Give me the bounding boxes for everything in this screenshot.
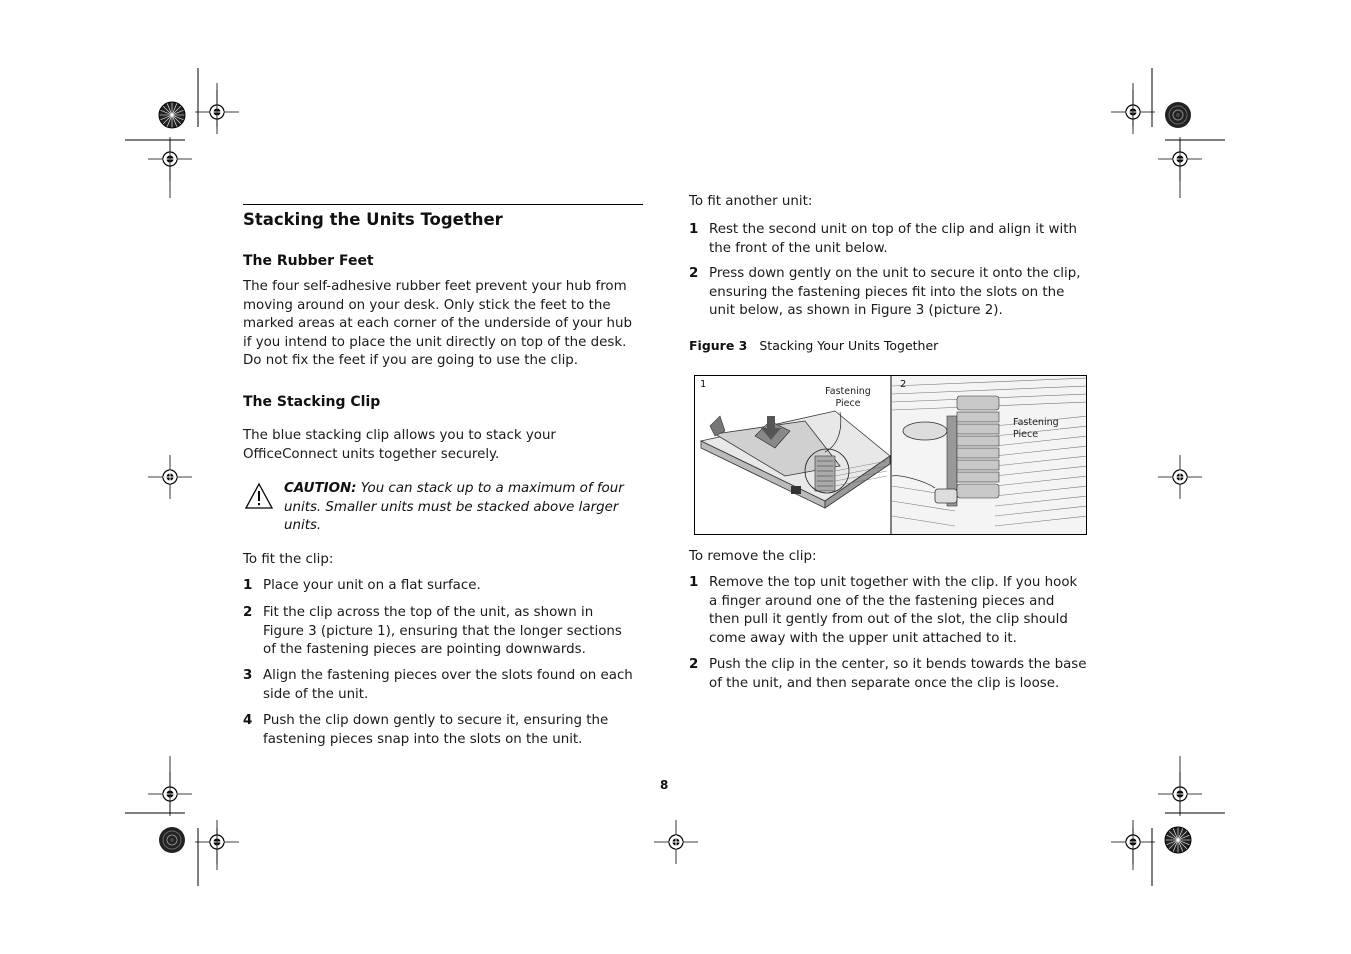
- callout-line: Fastening: [1013, 417, 1059, 428]
- caution-note: [284, 480, 634, 536]
- step-text: Rest the second unit on top of the clip and align it with the front of the unit below.: [709, 222, 1077, 256]
- callout-fastening-piece: [1013, 417, 1059, 441]
- list-item: [689, 656, 1089, 693]
- step-number: 1: [243, 578, 253, 593]
- callout-line: Fastening: [825, 386, 871, 397]
- step-text: Push the clip in the center, so it bends towards the base of the unit, and then separate once the clip is loose.: [709, 657, 1087, 691]
- color-wheel-icon: [1165, 827, 1191, 853]
- fit-clip-intro: To fit the clip:: [243, 552, 334, 567]
- step-text: Fit the clip across the top of the unit, as shown in Figure 3 (picture 1), ensuring that the longer sections of the fastening pieces are pointing downwards.: [263, 605, 622, 658]
- figure-caption: [689, 338, 938, 353]
- list-item: [689, 574, 1089, 648]
- caution-label: CAUTION:: [284, 481, 357, 496]
- panel-2-stacked-units-drawing: [892, 376, 1087, 535]
- step-number: 1: [689, 575, 699, 590]
- panel-1-number: 1: [700, 379, 707, 390]
- color-wheel-icon: [1165, 102, 1191, 128]
- list-item: [243, 577, 643, 596]
- fit-another-intro: To fit another unit:: [689, 194, 813, 209]
- figure-3: [694, 375, 1087, 535]
- rubber-feet-body: The four self-adhesive rubber feet prevent your hub from moving around on your desk. Only stick the feet to the marked areas at each corner of the underside of your hub if you intend to place the unit directly on top of the desk. Do not fix the feet if you are going to use the clip.: [243, 279, 633, 369]
- page-number: 8: [660, 778, 669, 792]
- callout-line: Piece: [835, 398, 861, 409]
- figure-caption-text: Stacking Your Units Together: [759, 338, 939, 353]
- step-number: 4: [243, 713, 253, 728]
- step-number: 2: [689, 657, 699, 672]
- figure-illustration: [695, 376, 1087, 535]
- color-wheel-icon: [159, 102, 185, 128]
- list-item: [689, 265, 1089, 321]
- caution-text: You can stack up to a maximum of four units. Smaller units must be stacked above larger units.: [284, 481, 624, 534]
- step-number: 3: [243, 668, 253, 683]
- stacking-clip-heading: The Stacking Clip: [243, 394, 381, 410]
- step-number: 1: [689, 222, 699, 237]
- panel-2-number: 2: [900, 379, 907, 390]
- remove-clip-intro: To remove the clip:: [689, 549, 817, 564]
- list-item: [243, 604, 643, 660]
- page-title: Stacking the Units Together: [243, 210, 503, 229]
- registration-mark-icon: [654, 820, 698, 864]
- list-item: [243, 712, 643, 749]
- registration-mark-icon: [1158, 455, 1202, 499]
- panel-1-hub-drawing: [701, 411, 890, 508]
- step-text: Place your unit on a flat surface.: [263, 578, 481, 593]
- step-text: Press down gently on the unit to secure it onto the clip, ensuring the fastening pieces fit into the slots on the unit below, as shown in Figure 3 (picture 2).: [709, 266, 1081, 319]
- step-text: Remove the top unit together with the clip. If you hook a finger around one of the the fastening pieces and then pull it gently from out of the slot, the clip should come away with the upper unit attached to it.: [709, 575, 1078, 646]
- rubber-feet-heading: The Rubber Feet: [243, 253, 374, 269]
- color-wheel-icon: [159, 827, 185, 853]
- step-number: 2: [243, 605, 253, 620]
- callout-line: Piece: [1013, 429, 1039, 440]
- step-text: Push the clip down gently to secure it, ensuring the fastening pieces snap into the slots on the unit.: [263, 713, 609, 747]
- step-text: Align the fastening pieces over the slots found on each side of the unit.: [263, 668, 633, 702]
- step-number: 2: [689, 266, 699, 281]
- registration-mark-icon: [148, 455, 192, 499]
- list-item: [689, 221, 1089, 258]
- list-item: [243, 667, 643, 704]
- callout-fastening-piece: [823, 386, 873, 410]
- section-rule: [243, 204, 643, 205]
- stacking-clip-body: The blue stacking clip allows you to stack your OfficeConnect units together securely.: [243, 428, 556, 462]
- warning-triangle-icon: [244, 482, 274, 510]
- figure-label: Figure 3: [689, 338, 748, 353]
